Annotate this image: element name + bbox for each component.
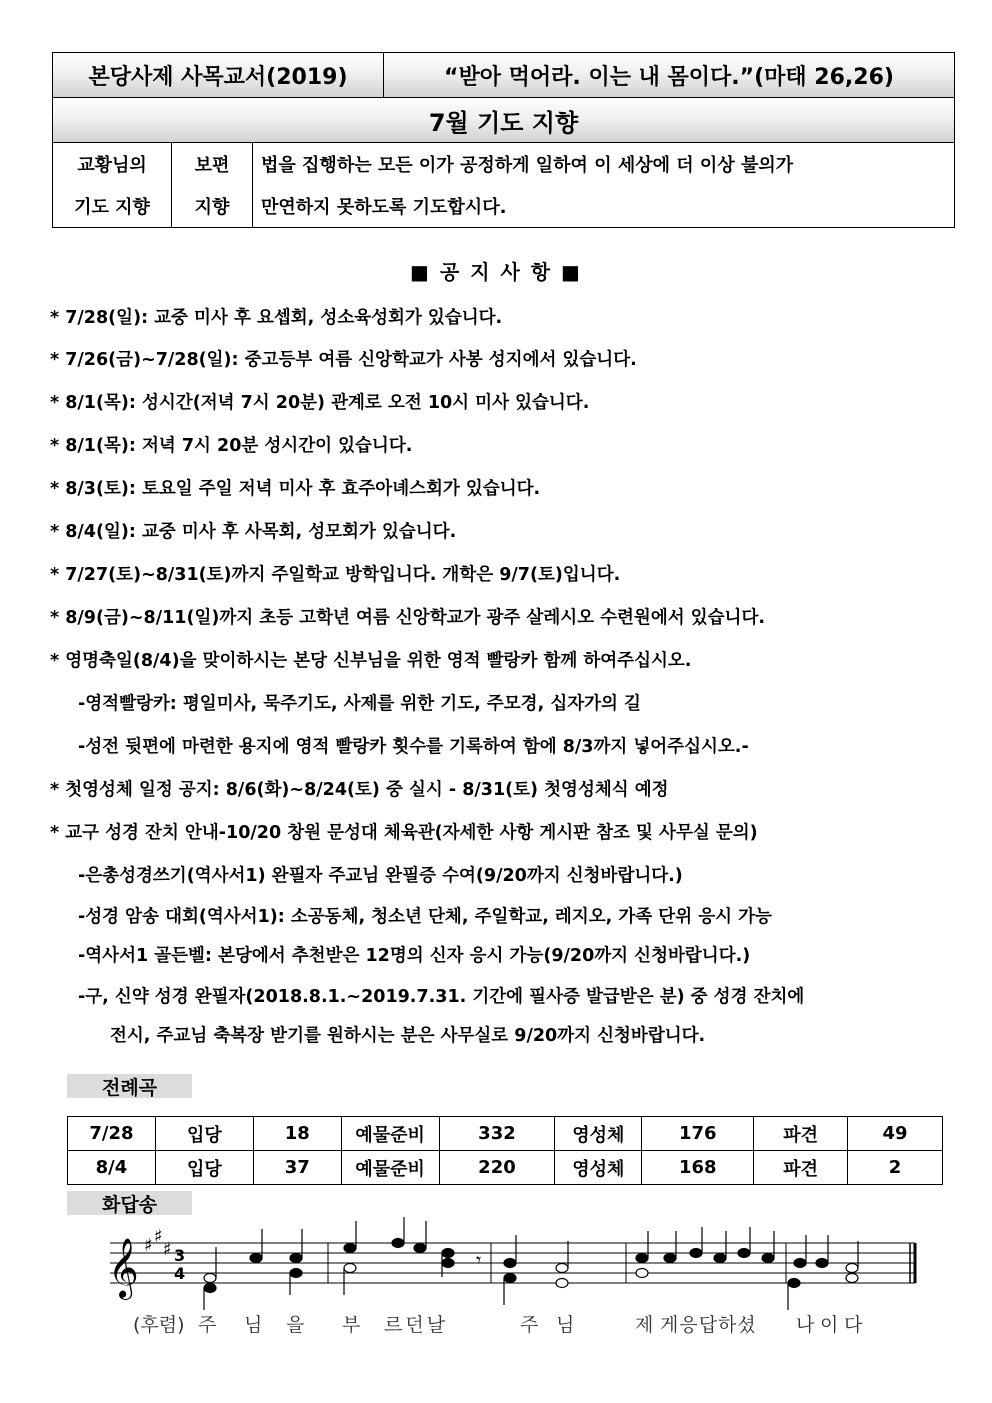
header-title-row (53, 98, 954, 143)
hymn-date: 7/28 (68, 1117, 156, 1151)
notice-subline: 전시, 주교님 축복장 받기를 원하시는 분은 사무실로 9/20까지 신청바랍니다. (110, 1026, 706, 1046)
intention-row (53, 143, 954, 227)
header-table (52, 52, 955, 228)
lyric-syllable: 게응답하셨 (660, 1314, 757, 1336)
hymn-recessional-label: 파견 (754, 1117, 848, 1151)
hymn-communion-number: 168 (642, 1151, 754, 1185)
hymn-entrance-label: 입당 (155, 1117, 253, 1151)
hymn-row (68, 1117, 943, 1151)
pope-intention-label (53, 143, 172, 227)
hymn-entrance-number: 37 (253, 1151, 341, 1185)
notice-subline: -영적빨랑카: 평일미사, 묵주기도, 사제를 위한 기도, 주모경, 십자가의 길 (78, 694, 641, 714)
sharp-icon: ♯ (163, 1239, 172, 1260)
hymn-offertory-number: 220 (439, 1151, 555, 1185)
lyric-syllable: 이 (820, 1314, 839, 1336)
lyric-syllable: 주 (198, 1314, 217, 1336)
notice-line: * 7/28(일): 교중 미사 후 요셉회, 성소육성회가 있습니다. (50, 308, 503, 328)
hymn-communion-label: 영성체 (555, 1117, 642, 1151)
notice-subline: -성전 뒷편에 마련한 용지에 영적 빨랑카 횟수를 기록하여 함에 8/3까지 넣어주십시오.- (78, 737, 749, 757)
hymns-label: 전례곡 (67, 1074, 192, 1098)
notice-line: * 8/9(금)~8/11(일)까지 초등 고학년 여름 신앙학교가 광주 살레시오 수련원에서 있습니다. (50, 608, 766, 628)
treble-clef-icon: 𝄞 (108, 1238, 139, 1298)
hymn-recessional-label: 파견 (754, 1151, 848, 1185)
universal-label-line2: 지향 (194, 197, 230, 218)
lyric-refrain: (후렴) (133, 1314, 185, 1336)
notice-line: * 8/4(일): 교중 미사 후 사목회, 성모회가 있습니다. (50, 522, 457, 542)
hymn-offertory-label: 예물준비 (341, 1151, 439, 1185)
hymn-entrance-number: 18 (253, 1117, 341, 1151)
hymn-date: 8/4 (68, 1151, 156, 1185)
intention-text-line2: 만연하지 못하도록 기도합시다. (261, 197, 507, 218)
hymn-table (67, 1116, 943, 1185)
sharp-icon: ♯ (154, 1226, 163, 1247)
svg-text:3: 3 (174, 1246, 186, 1265)
sharp-icon: ♯ (144, 1235, 153, 1256)
hymn-recessional-number: 2 (848, 1151, 943, 1185)
lyric-syllable: 다 (844, 1314, 863, 1336)
hymn-entrance-label: 입당 (155, 1151, 253, 1185)
notice-line: * 교구 성경 잔치 안내-10/20 창원 문성대 체육관(자세한 사항 게시판 참조 및 사무실 문의) (50, 823, 758, 843)
hymn-communion-number: 176 (642, 1117, 754, 1151)
music-staff-image (100, 1215, 930, 1325)
intention-text (253, 143, 954, 227)
hymn-row (68, 1151, 943, 1185)
psalm-label: 화답송 (67, 1191, 192, 1215)
lyric-syllable: 주 (520, 1314, 539, 1336)
notice-subline: -성경 암송 대회(역사서1): 소공동체, 청소년 단체, 주일학교, 레지오, 가족 단위 응시 가능 (78, 907, 772, 927)
notice-subline: -역사서1 골든벨: 본당에서 추천받은 12명의 신자 응시 가능(9/20까지 신청바랍니다.) (78, 946, 751, 966)
lyric-syllable: 부 (342, 1314, 361, 1336)
header-top-row (53, 53, 954, 98)
hymn-communion-label: 영성체 (555, 1151, 642, 1185)
universal-intention-label (172, 143, 253, 227)
notice-line: * 영명축일(8/4)을 맞이하시는 본당 신부님을 위한 영적 빨랑카 함께 하여주십시오. (50, 651, 692, 671)
universal-label-line1: 보편 (194, 155, 230, 176)
svg-text:4: 4 (174, 1264, 186, 1283)
hymn-offertory-label: 예물준비 (341, 1117, 439, 1151)
scripture-quote: “받아 먹어라. 이는 내 몸이다.”(마태 26,26) (444, 64, 894, 90)
notice-title: ■ 공 지 사 항 ■ (410, 260, 582, 284)
hymn-offertory-number: 332 (439, 1117, 555, 1151)
svg-text:𝄾: 𝄾 (476, 1248, 482, 1272)
lyric-syllable: 님 (556, 1314, 575, 1336)
notice-line: * 7/26(금)~7/28(일): 중고등부 여름 신앙학교가 사봉 성지에서 있습니다. (50, 350, 637, 370)
pope-intention-label-line1: 교황님의 (77, 155, 147, 176)
pope-intention-label-line2: 기도 지향 (74, 197, 150, 218)
prayer-intention-title: 7월 기도 지향 (428, 108, 579, 137)
hymn-recessional-number: 49 (848, 1117, 943, 1151)
notice-line: * 8/1(목): 성시간(저녁 7시 20분) 관계로 오전 10시 미사 있습니다. (50, 393, 590, 413)
notice-line: * 8/3(토): 토요일 주일 저녁 미사 후 효주아녜스회가 있습니다. (50, 479, 541, 499)
notice-line: * 7/27(토)~8/31(토)까지 주일학교 방학입니다. 개학은 9/7(토)입니다. (50, 565, 621, 585)
lyric-syllable: 을 (286, 1314, 305, 1336)
notice-line: * 8/1(목): 저녁 7시 20분 성시간이 있습니다. (50, 436, 413, 456)
lyric-syllable: 르던날 (384, 1314, 449, 1336)
notice-subline: -은총성경쓰기(역사서1) 완필자 주교님 완필증 수여(9/20까지 신청바랍니다.) (78, 866, 683, 886)
lyric-syllable: 제 (635, 1314, 654, 1336)
intention-text-line1: 법을 집행하는 모든 이가 공정하게 일하여 이 세상에 더 이상 불의가 (261, 155, 794, 176)
notice-line: * 첫영성체 일정 공지: 8/6(화)~8/24(토) 중 실시 - 8/31(토) 첫영성체식 예정 (50, 780, 669, 800)
lyric-syllable: 님 (244, 1314, 263, 1336)
lyric-syllable: 나 (796, 1314, 815, 1336)
pastoral-motto-title: 본당사제 사목교서(2019) (53, 53, 384, 97)
notice-subline: -구, 신약 성경 완필자(2018.8.1.~2019.7.31. 기간에 필사증 발급받은 분) 중 성경 잔치에 (78, 987, 805, 1007)
